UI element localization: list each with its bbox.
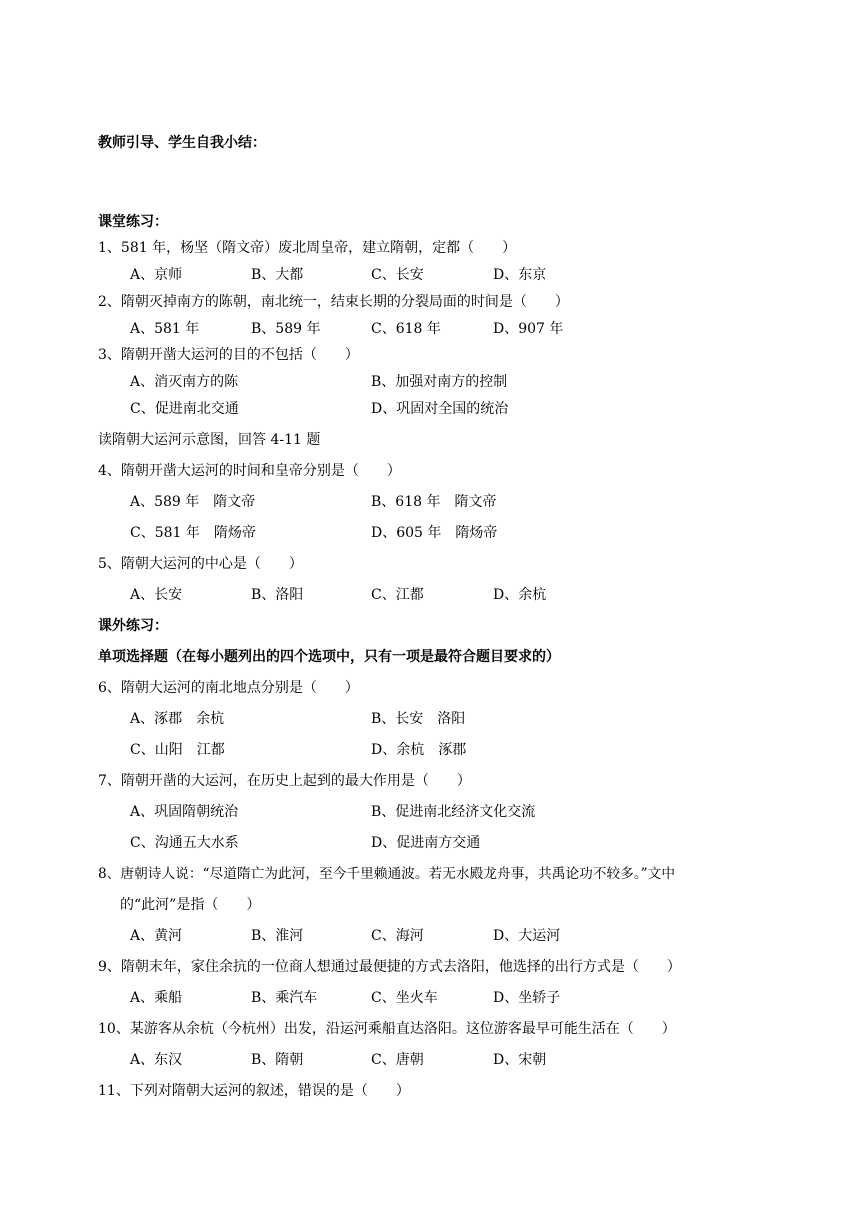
q1-option-c: C、长安 (371, 267, 424, 283)
question-8-continued: 的“此河”是指（ ） (120, 897, 261, 913)
q6-option-b: B、长安 洛阳 (371, 711, 466, 727)
q2-option-b: B、589 年 (251, 321, 321, 337)
q5-option-b: B、洛阳 (251, 587, 304, 603)
q9-option-c: C、坐火车 (371, 990, 438, 1006)
question-3: 3、隋朝开凿大运河的目的不包括（ ） (98, 347, 359, 363)
question-2: 2、隋朝灭掉南方的陈朝，南北统一，结束长期的分裂局面的时间是（ ） (98, 294, 569, 310)
q5-option-a: A、长安 (130, 587, 183, 603)
q1-option-a: A、京师 (130, 267, 183, 283)
question-10: 10、某游客从余杭（今杭州）出发，沿运河乘船直达洛阳。这位游客最早可能生活在（ ） (98, 1021, 676, 1037)
q4-option-c: C、581 年 隋炀帝 (130, 525, 256, 541)
question-8: 8、唐朝诗人说：“尽道隋亡为此河，至今千里赖通波。若无水殿龙舟事，共禹论功不较多。”文中 (98, 866, 676, 882)
class-exercise-heading: 课堂练习： (98, 214, 168, 230)
summary-heading: 教师引导、学生自我小结： (98, 135, 266, 151)
q6-option-c: C、山阳 江都 (130, 742, 225, 758)
question-6: 6、隋朝大运河的南北地点分别是（ ） (98, 680, 359, 696)
q8-option-a: A、黄河 (130, 928, 183, 944)
q4-option-b: B、618 年 隋文帝 (371, 494, 497, 510)
q10-option-d: D、宋朝 (493, 1052, 547, 1068)
q4-option-a: A、589 年 隋文帝 (130, 494, 256, 510)
q9-option-a: A、乘船 (130, 990, 183, 1006)
q7-option-d: D、促进南方交通 (371, 835, 481, 851)
q3-option-c: C、促进南北交通 (130, 401, 239, 417)
q3-option-a: A、消灭南方的陈 (130, 374, 239, 390)
q5-option-d: D、余杭 (493, 587, 547, 603)
q2-option-d: D、907 年 (493, 321, 564, 337)
question-11: 11、下列对隋朝大运河的叙述，错误的是（ ） (98, 1083, 410, 1099)
q8-option-c: C、海河 (371, 928, 424, 944)
question-7: 7、隋朝开凿的大运河，在历史上起到的最大作用是（ ） (98, 773, 471, 789)
extra-exercise-heading: 课外练习： (98, 618, 168, 634)
q6-option-a: A、涿郡 余杭 (130, 711, 225, 727)
q8-option-d: D、大运河 (493, 928, 561, 944)
question-5: 5、隋朝大运河的中心是（ ） (98, 556, 303, 572)
q2-option-a: A、581 年 (130, 321, 200, 337)
q3-option-d: D、巩固对全国的统治 (371, 401, 509, 417)
q2-option-c: C、618 年 (371, 321, 441, 337)
q10-option-b: B、隋朝 (251, 1052, 304, 1068)
question-9: 9、隋朝末年，家住余抗的一位商人想通过最便捷的方式去洛阳，他选择的出行方式是（ ） (98, 959, 681, 975)
q1-option-b: B、大都 (251, 267, 304, 283)
map-instruction: 读隋朝大运河示意图，回答 4-11 题 (98, 432, 321, 448)
q10-option-c: C、唐朝 (371, 1052, 424, 1068)
question-4: 4、隋朝开凿大运河的时间和皇帝分别是（ ） (98, 463, 401, 479)
q9-option-d: D、坐轿子 (493, 990, 561, 1006)
q8-option-b: B、淮河 (251, 928, 304, 944)
q10-option-a: A、东汉 (130, 1052, 183, 1068)
q7-option-a: A、巩固隋朝统治 (130, 804, 239, 820)
q9-option-b: B、乘汽车 (251, 990, 318, 1006)
q7-option-c: C、沟通五大水系 (130, 835, 239, 851)
single-choice-heading: 单项选择题（在每小题列出的四个选项中，只有一项是最符合题目要求的） (98, 649, 560, 665)
q3-option-b: B、加强对南方的控制 (371, 374, 508, 390)
q6-option-d: D、余杭 涿郡 (371, 742, 467, 758)
q5-option-c: C、江都 (371, 587, 424, 603)
q7-option-b: B、促进南北经济文化交流 (371, 804, 536, 820)
q4-option-d: D、605 年 隋炀帝 (371, 525, 498, 541)
question-1: 1、581 年，杨坚（隋文帝）废北周皇帝，建立隋朝，定都（ ） (98, 240, 517, 256)
q1-option-d: D、东京 (493, 267, 547, 283)
